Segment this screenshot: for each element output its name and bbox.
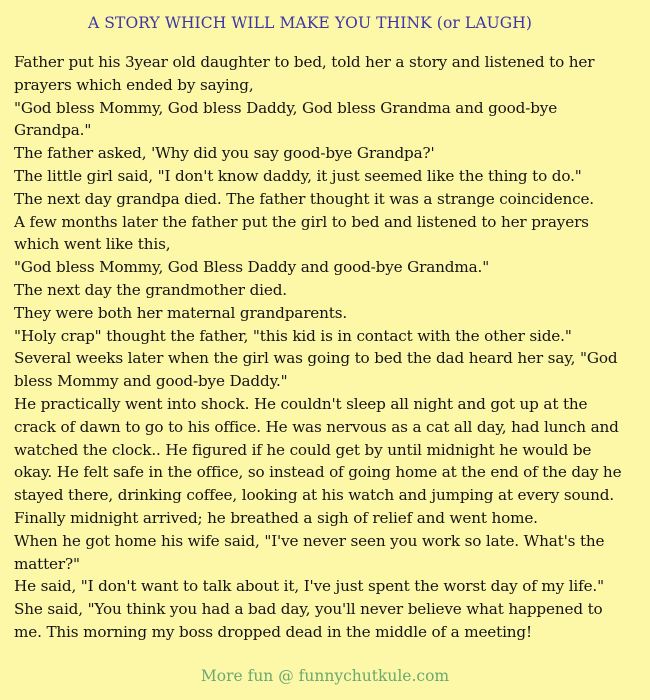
story-line: The next day grandpa died. The father thought it was a strange coincidence.: [14, 189, 594, 208]
story-text: [14, 51, 636, 644]
story-line: prayers which ended by saying,: [14, 75, 254, 94]
story-line: She said, "You think you had a bad day, you'll never believe what happened to: [14, 600, 603, 619]
story-line: me. This morning my boss dropped dead in the middle of a meeting!: [14, 622, 532, 641]
story-line: "God bless Mommy, God Bless Daddy and good-bye Grandma.": [14, 258, 490, 277]
story-line: He practically went into shock. He couldn't sleep all night and got up at the: [14, 394, 588, 413]
page-title: A STORY WHICH WILL MAKE YOU THINK (or LAUGH): [87, 14, 533, 32]
story-line: A few months later the father put the girl to bed and listened to her prayers: [14, 212, 589, 231]
story-line: He said, "I don't want to talk about it, I've just spent the worst day of my life.": [14, 577, 604, 596]
story-line: They were both her maternal grandparents.: [14, 303, 348, 322]
story-line: okay. He felt safe in the office, so instead of going home at the end of the day he: [14, 463, 622, 482]
story-line: crack of dawn to go to his office. He was nervous as a cat all day, had lunch and: [14, 417, 619, 436]
story-line: The father asked, 'Why did you say good-bye Grandpa?': [14, 144, 435, 163]
story-line: Grandpa.": [14, 121, 92, 140]
footer-link[interactable]: More fun @ funnychutkule.com: [200, 667, 450, 685]
story-line: When he got home his wife said, "I've never seen you work so late. What's the: [14, 531, 605, 550]
story-line: "Holy crap" thought the father, "this kid is in contact with the other side.": [14, 326, 572, 345]
story-line: Several weeks later when the girl was going to bed the dad heard her say, "God: [14, 349, 618, 368]
story-line: matter?": [14, 554, 80, 573]
story-line: The next day the grandmother died.: [14, 280, 287, 299]
story-line: stayed there, drinking coffee, looking at his watch and jumping at every sound.: [14, 486, 615, 505]
story-line: which went like this,: [14, 235, 171, 254]
story-line: "God bless Mommy, God bless Daddy, God bless Grandma and good-bye: [14, 98, 558, 117]
story-line: bless Mommy and good-bye Daddy.": [14, 372, 288, 391]
story-line: Finally midnight arrived; he breathed a sigh of relief and went home.: [14, 508, 538, 527]
story-line: watched the clock.. He figured if he could get by until midnight he would be: [14, 440, 592, 459]
story-line: The little girl said, "I don't know daddy, it just seemed like the thing to do.": [14, 166, 582, 185]
story-line: Father put his 3year old daughter to bed, told her a story and listened to her: [14, 53, 595, 71]
